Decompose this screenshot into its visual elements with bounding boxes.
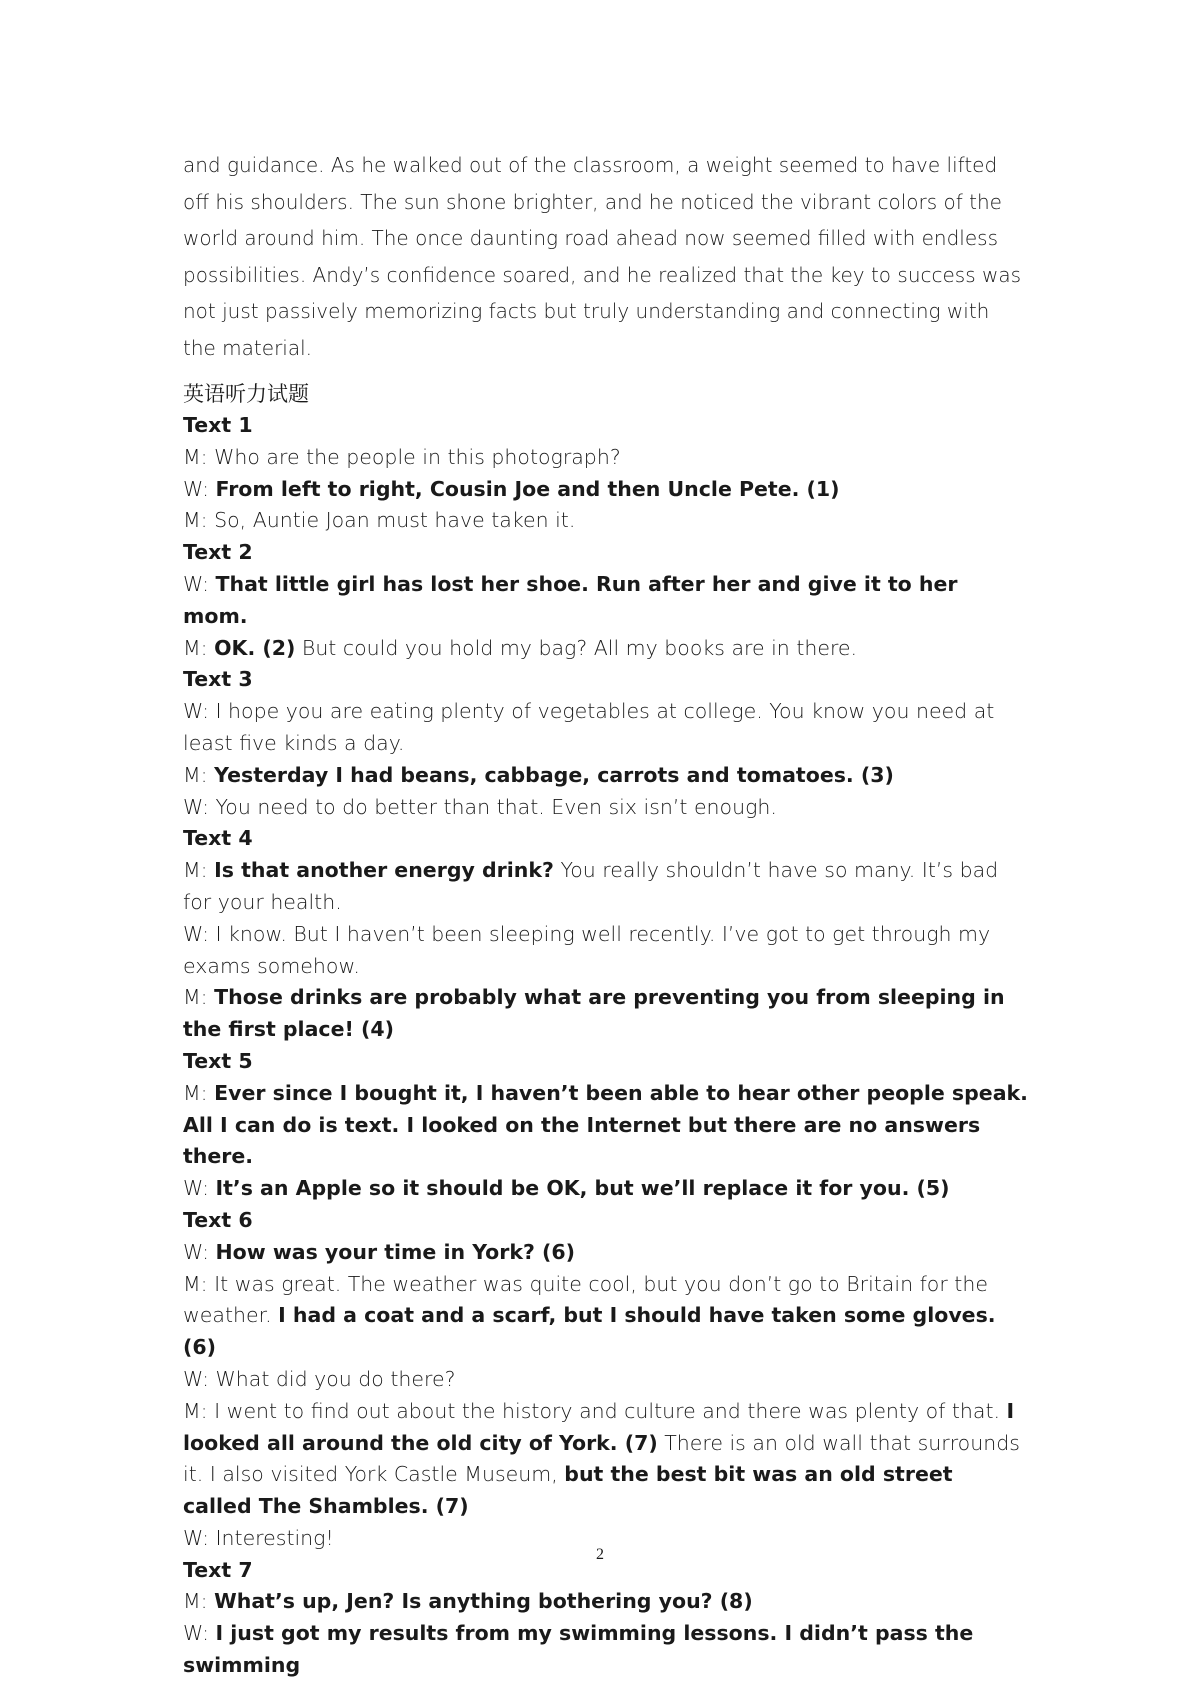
dialogue-line [183,474,1028,506]
bold-segment: Text 4 [183,826,253,851]
text-segment: W: [183,571,216,596]
text-segment: W: [183,1239,216,1264]
dialogue-line [183,982,1028,1046]
bold-segment: Is that another energy drink? [214,858,554,883]
bold-segment: I had a coat and a scarf, but I should have taken some gloves. (6) [183,1303,996,1360]
text-segment: M: It was great. The weather was quite cool, but you don’t go to Britain for the weather. [183,1271,988,1328]
dialogue-line [183,792,1028,824]
text-label [183,410,1028,442]
bold-segment: Text 1 [183,413,253,437]
listening-transcript [183,410,1028,1682]
text-segment: There is an old wall that surrounds it. I also visited York Castle Museum, [183,1430,1020,1487]
text-segment: But could you hold my bag? All my books are in there. [295,635,858,660]
bold-segment: OK. (2) [214,635,296,660]
bold-segment: What’s up, Jen? Is anything bothering you? (8) [214,1589,753,1614]
bold-segment: Text 6 [183,1207,253,1232]
page-number: 2 [596,1546,604,1563]
section-title: 英语听力试题 [183,382,309,406]
bold-segment: That little girl has lost her shoe. Run after her and give it to her mom. [183,571,958,628]
text-segment: W: I hope you are eating plenty of vegetables at college. You know you need at least five kinds a day. [183,699,995,755]
text-segment: M: [183,762,215,787]
bold-segment: From left to right, Cousin Joe and then Uncle Pete. (1) [215,476,840,501]
text-segment: M: Who are the people in this photograph? [183,444,621,469]
text-label [183,1046,1028,1078]
text-label [183,664,1028,696]
text-label [183,823,1028,855]
page-content [183,147,1028,1682]
bold-segment: Text 7 [183,1557,253,1582]
dialogue-line [183,1078,1028,1173]
dialogue-line [183,919,1028,983]
dialogue-line [183,760,1028,792]
bold-segment: but the best bit was an old street called The Shambles. (7) [183,1462,953,1519]
dialogue-line [183,633,1028,665]
dialogue-line [183,1396,1028,1523]
dialogue-line [183,505,1028,537]
dialogue-line [183,569,1028,633]
dialogue-line [183,1364,1028,1396]
text-label [183,1205,1028,1237]
text-segment: W: [183,476,216,501]
text-segment: M: [183,1589,215,1614]
text-segment: W: [183,1621,216,1646]
bold-segment: Text 3 [183,667,253,692]
bold-segment: Yesterday I had beans, cabbage, carrots and tomatoes. (3) [214,762,894,787]
bold-segment: Ever since I bought it, I haven’t been able to hear other people speak. All I can do is text. I looked on the Internet but there are no answers there. [183,1080,1028,1169]
text-segment: You really shouldn’t have so many. It’s bad for your health. [183,858,999,914]
text-segment: M: So, Auntie Joan must have taken it. [183,508,576,533]
text-label [183,537,1028,569]
dialogue-line [183,1586,1028,1618]
dialogue-line [183,1618,1028,1682]
dialogue-line [183,855,1028,919]
text-segment: W: What did you do there? [183,1366,456,1391]
text-segment: W: [183,1176,216,1201]
bold-segment: Text 5 [183,1048,253,1073]
text-segment: W: Interesting! [183,1525,334,1550]
text-segment: M: [183,858,215,883]
text-segment: M: I went to find out about the history and culture and there was plenty of that. [183,1398,1007,1423]
bold-segment: I looked all around the old city of York. (7) [183,1398,1015,1455]
bold-segment: Text 2 [183,540,253,565]
dialogue-line [183,442,1028,474]
text-segment: W: You need to do better than that. Even six isn’t enough. [183,794,777,819]
bold-segment: Those drinks are probably what are preventing you from sleeping in the first place! (4) [183,985,1005,1042]
text-segment: M: [183,985,215,1010]
dialogue-line [183,1173,1028,1205]
text-segment: M: [183,635,215,660]
intro-paragraph: and guidance. As he walked out of the classroom, a weight seemed to have lifted off his shoulders. The sun shone brighter, and he noticed the vibrant colors of the world around him. The once daunting road ahead now seemed filled with endless possibilities. Andy’s confidence soared, and he realized that the key to success was not just passively memorizing facts but truly understanding and connecting with the material. [183,153,1022,360]
dialogue-line [183,1269,1028,1364]
dialogue-line [183,696,1028,760]
dialogue-line [183,1237,1028,1269]
bold-segment: How was your time in York? (6) [215,1239,576,1264]
bold-segment: It’s an Apple so it should be OK, but we’ll replace it for you. (5) [215,1176,950,1201]
text-segment: M: [183,1080,215,1105]
bold-segment: I just got my results from my swimming lessons. I didn’t pass the swimming [183,1621,974,1678]
text-segment: W: I know. But I haven’t been sleeping well recently. I’ve got to get through my exams somehow. [183,921,991,978]
